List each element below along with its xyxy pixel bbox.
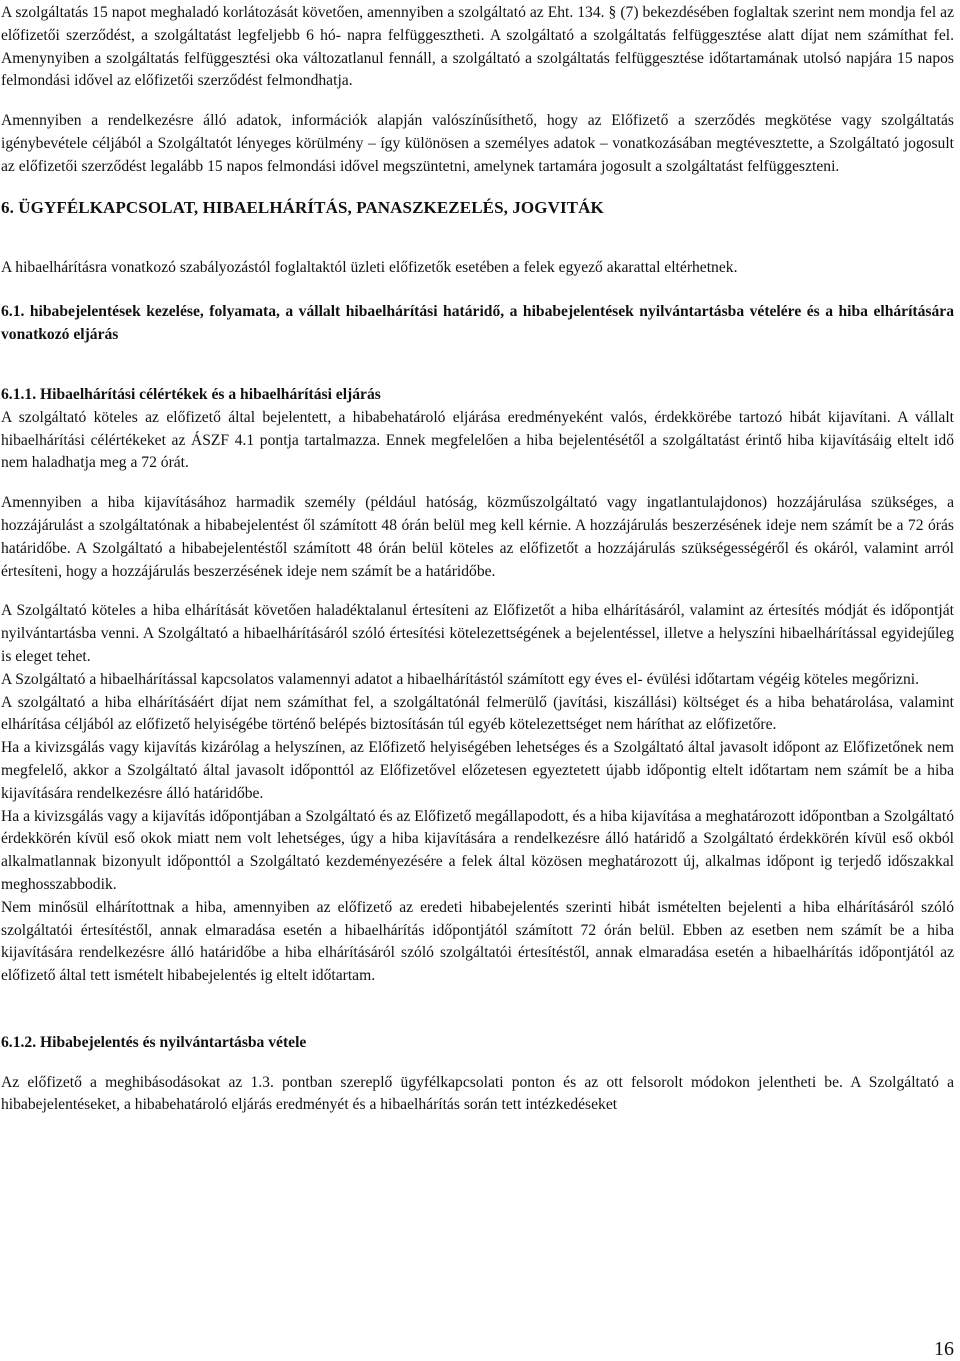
section-heading-6-1-2: 6.1.2. Hibabejelentés és nyilvántartásba vétele [1, 1033, 307, 1051]
paragraph-suspension: A szolgáltatás 15 napot meghaladó korlátozását követően, amennyiben a szolgáltató az Eht. 134. § (7) bekezdésében foglaltak szerint nem mondja fel az előfizetői szerződést, a szolgáltatást legfeljebb 6 hó- napra felfüggesztheti. A szolgáltató a szolgáltatás felfüggesztése alatt díjat nem számíthat fel. Amenynyiben a szolgáltatás felfüggesztési oka változatlanul fennáll, a szolgáltató a szolgáltatás felfüggesztése időtartamának utolsó napjára 15 napos felmondási idővel az előfizetői szerződést felmondhatja. [1, 4, 954, 90]
paragraph-data-retention: A Szolgáltató a hibaelhárítással kapcsolatos valamennyi adatot a hibaelhárítástól számított egy éves el- évülési időtartam végéig köteles megőrizni. [1, 670, 920, 688]
page-number: 16 [934, 1338, 954, 1360]
paragraph-onsite-appointment: Ha a kivizsgálás vagy kijavítás kizárólag a helyszínen, az Előfizető helyiségében lehetséges és a Szolgáltató által javasolt időpont az Előfizetőnek nem megfelelő, akkor a Szolgáltató által javasolt időponttól az Előfizetővel előzetesen egyeztetett újabb időpontig eltelt időtartam nem számít be a hiba kijavítására rendelkezésre álló határidőbe. [1, 739, 954, 802]
paragraph-business-exception: A hibaelhárításra vonatkozó szabályozástól foglaltaktól üzleti előfizetők esetében a felek egyező akarattal eltérhetnek. [1, 258, 738, 276]
paragraph-misleading-data: Amennyiben a rendelkezésre álló adatok, információk alapján valószínűsíthető, hogy az Előfizető a szerződés megkötése vagy szolgáltatás igénybevétele céljából a Szolgáltatót lényeges körülmény – így különösen a személyes adatok – vonatkozásában megtévesztette, a Szolgáltató jogosult az előfizetői szerződést legalább 15 napos felmondási idővel megszüntetni, amelynek tartamára jogosult a szolgáltatást felfüggeszteni. [1, 112, 954, 175]
paragraph-repair-obligation: A szolgáltató köteles az előfizető által bejelentett, a hibabehatároló eljárása eredményeként valós, érdekkörébe tartozó hibát kijavítani. A vállalt hibaelhárítási célértékeket az ÁSZF 4.1 pontja tartalmazza. Ennek megfelelően a hiba bejelentésétől a szolgáltatást érintő hiba kijavításáig eltelt idő nem haladhatja meg a 72 órát. [1, 408, 954, 472]
section-heading-6: 6. ÜGYFÉLKAPCSOLAT, HIBAELHÁRÍTÁS, PANASZKEZELÉS, JOGVITÁK [1, 197, 604, 217]
paragraph-no-fee: A szolgáltató a hiba elhárításáért díjat nem számíthat fel, a szolgáltatónál felmerülő (javítási, kiszállási) költséget és a hiba behatárolása, valamint elhárítása céljából az előfizető helyiségébe történő belépés biztosításán túl egyéb kötelezettséget nem háríthat az előfizetőre. [1, 693, 954, 734]
paragraph-notification: A Szolgáltató köteles a hiba elhárítását követően haladéktalanul értesíteni az Előfizetőt a hiba elhárításáról, valamint az értesítés módját és időpontját nyilvántartásba venni. A Szolgáltató a hibaelhárításáról szóló értesítési kötelezettségének a bejelentéssel, illetve a helyszíni hibaelhárítással egyidejűleg is eleget tehet. [1, 602, 954, 665]
section-heading-6-1-1: 6.1.1. Hibaelhárítási célértékek és a hibaelhárítási eljárás [1, 385, 381, 403]
paragraph-fault-reporting: Az előfizető a meghibásodásokat az 1.3. pontban szereplő ügyfélkapcsolati ponton és az ott felsorolt módokon jelentheti be. A Szolgáltató a hibabejelentéseket, a hibabehatároló eljárás eredményét és a hibaelhárítás során tett intézkedéseket [1, 1073, 954, 1114]
section-heading-6-1: 6.1. hibabejelentések kezelése, folyamata, a vállalt hibaelhárítási határidő, a hibabejelentések nyilvántartásba vételére és a hiba elhárítására vonatkozó eljárás [1, 303, 954, 344]
paragraph-agreed-appointment: Ha a kivizsgálás vagy a kijavítás időpontjában a Szolgáltató és az Előfizető megállapodott, és a hiba kijavítása a meghatározott időpontban a Szolgáltató érdekkörén kívül eső okok miatt nem volt lehetséges, úgy a hiba kijavítására a rendelkezésre álló határidő a Szolgáltató érdekkörén kívül eső okból alkalmatlannak bizonyult időponttól a Szolgáltató kezdeményezésére a felek által közösen meghatározott új, alkalmas időpont ig terjedő időszakkal meghosszabbodik. [1, 807, 954, 893]
paragraph-repeated-report: Nem minősül elhárítottnak a hiba, amennyiben az előfizető az eredeti hibabejelentés szerinti hibát ismételten bejelenti a hiba elhárításáról szóló szolgáltatói értesítéstől, annak elmaradása esetén a hibaelhárítás időpontjától számított 72 órán belül. Ebben az esetben nem számít be a hiba kijavítására rendelkezésre álló határidőbe a hiba elhárításáról szóló szolgáltatói értesítéstől, annak elmaradása esetén a hibaelhárítás időpontjától az előfizető által tett ismételt hibabejelentés ig eltelt időtartam. [1, 898, 954, 985]
paragraph-third-party-consent: Amennyiben a hiba kijavításához harmadik személy (például hatóság, közműszolgáltató vagy ingatlantulajdonos) hozzájárulása szükséges, a hozzájárulást a szolgáltatónak a hibabejelentést ől számított 48 órán belül meg kell kérnie. A hozzájárulás beszerzésének ideje nem számít be a 72 órás határidőbe. A Szolgáltató a hibabejelentéstől számított 48 órán belül köteles az előfizetőt a hozzájárulás szükségességéről és okáról, valamint arról értesíteni, hogy a hozzájárulás beszerzésének ideje nem számít be a határidőbe. [1, 494, 954, 580]
